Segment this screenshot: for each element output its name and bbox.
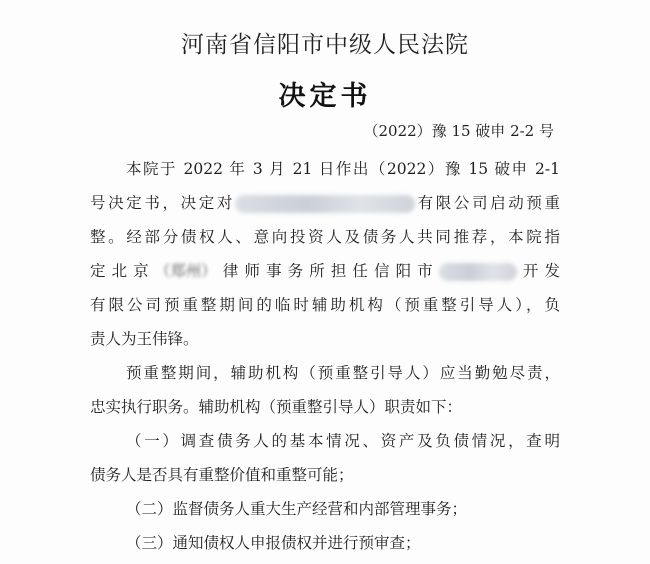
text-line: （三）通知债权人申报债权并进行预审查；: [126, 534, 421, 552]
court-name: 河南省信阳市中级人民法院: [181, 32, 469, 58]
text-line: [90, 254, 560, 288]
text-line: 债务人是否具有重整价值和重整可能；: [90, 466, 354, 484]
text-line: 整。经部分债权人、意向投资人及债务人共同推荐，本院指: [90, 228, 560, 246]
document-title: 决定书: [278, 81, 372, 112]
paragraph-decision: [90, 152, 560, 356]
paragraph-duty-2: [90, 492, 560, 526]
paragraph-duties-intro: [90, 356, 560, 424]
redacted-company-name: [235, 195, 415, 213]
paragraph-duty-1: [90, 424, 560, 492]
text-segment: 开发: [516, 262, 560, 280]
redacted-firm-name: （郑州）: [154, 262, 217, 280]
text-segment: 有限公司启动预重: [415, 194, 560, 212]
text-line: （二）监督债务人重大生产经营和内部管理事务；: [126, 500, 468, 518]
text-line: 本院于 2022 年 3 月 21 日作出（2022）豫 15 破申 2-1: [126, 160, 560, 178]
text-line: [90, 186, 560, 220]
text-line: 预重整期间，辅助机构（预重整引导人）应当勤勉尽责，: [126, 364, 560, 382]
text-segment: 号决定书，决定对: [90, 194, 235, 212]
text-segment: 律师事务所担任信阳市: [216, 262, 439, 280]
redacted-company-name: [439, 263, 517, 281]
text-line: （一）调查债务人的基本情况、资产及负债情况，查明: [126, 432, 560, 450]
paragraph-duty-3: [90, 526, 560, 560]
text-line: 有限公司预重整期间的临时辅助机构（预重整引导人），负: [90, 296, 560, 314]
text-line: 忠实执行职务。辅助机构（预重整引导人）职责如下：: [90, 398, 463, 416]
text-line: 责人为王伟锋。: [90, 330, 199, 348]
document-number: （2022）豫 15 破申 2-2 号: [363, 122, 554, 140]
text-segment: 定北京: [90, 262, 155, 280]
